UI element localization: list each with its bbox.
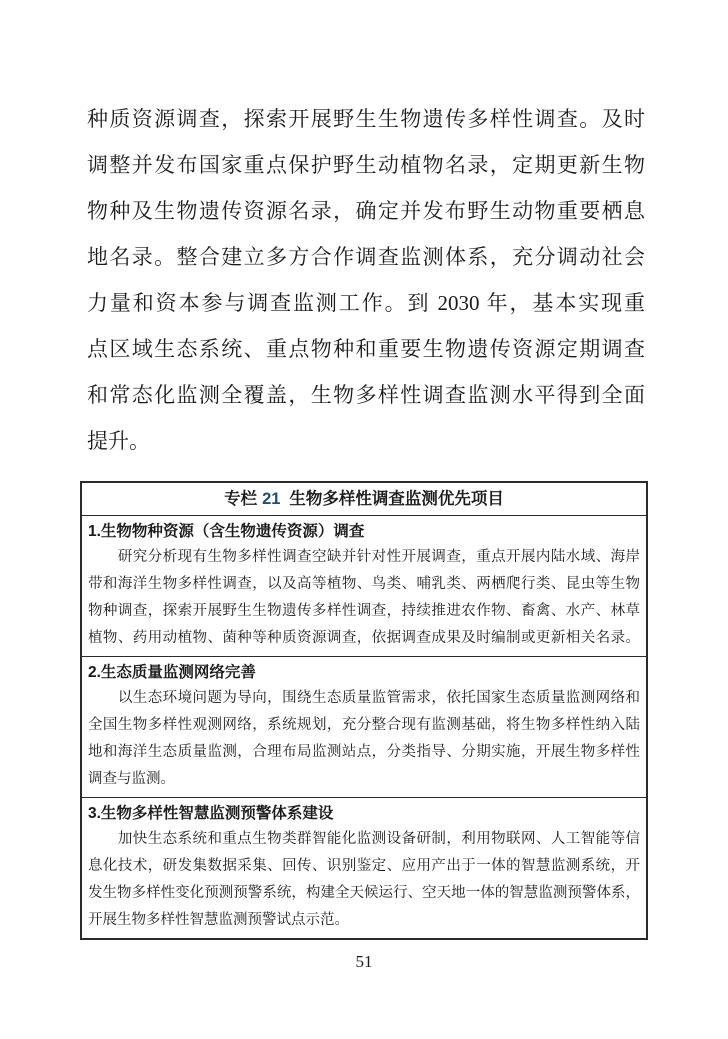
section-line: 带和海洋生物多样性调查，以及高等植物、鸟类、哺乳类、两栖爬行类、昆虫等生物: [88, 576, 640, 592]
body-line: 地名录。整合建立多方合作调查监测体系，充分调动社会: [87, 245, 645, 269]
panel-title: [82, 483, 646, 515]
priority-projects-panel: [80, 481, 648, 940]
panel-section-monitoring-network: [82, 656, 646, 797]
section-line: 发生物多样性变化预测预警系统，构建全天候运行、空天地一体的智慧监测预警体系，: [88, 885, 640, 901]
body-line: 种质资源调查，探索开展野生生物遗传多样性调查。及时: [87, 107, 645, 131]
section-line: 全国生物多样性观测网络，系统规划，充分整合现有监测基础，将生物多样性纳入陆: [88, 717, 640, 733]
panel-title-number: 21: [262, 490, 281, 508]
section-line: 以生态环境问题为导向，围绕生态质量监管需求，依托国家生态质量监测网络和: [88, 690, 640, 706]
panel-section-smart-early-warning: [82, 797, 646, 938]
panel-title-text: 生物多样性调查监测优先项目: [289, 490, 504, 508]
body-line: 物种及生物遗传资源名录，确定并发布野生动物重要栖息: [87, 199, 645, 223]
body-paragraph: [87, 96, 645, 464]
section-line: 调查与监测。: [88, 771, 175, 787]
panel-title-prefix: 专栏: [224, 490, 258, 508]
section-line: 研究分析现有生物多样性调查空缺并针对性开展调查，重点开展内陆水域、海岸: [88, 549, 640, 565]
body-line: 力量和资本参与调查监测工作。到 2030 年，基本实现重: [87, 291, 645, 315]
section-line: 植物、药用动植物、菌种等种质资源调查，依据调查成果及时编制或更新相关名录。: [88, 630, 640, 646]
section-heading: 2.生态质量监测网络完善: [88, 664, 256, 681]
section-line: 加快生态系统和重点生物类群智能化监测设备研制，利用物联网、人工智能等信: [88, 831, 640, 847]
section-heading: 3.生物多样性智慧监测预警体系建设: [88, 805, 334, 822]
body-line: 调整并发布国家重点保护野生动植物名录，定期更新生物: [87, 153, 645, 177]
section-line: 物种调查，探索开展野生生物遗传多样性调查，持续推进农作物、畜禽、水产、林草: [88, 603, 640, 619]
panel-section-species-survey: [82, 515, 646, 656]
section-line: 息化技术，研发集数据采集、回传、识别鉴定、应用产出于一体的智慧监测系统，开: [88, 858, 640, 874]
body-line: 和常态化监测全覆盖，生物多样性调查监测水平得到全面: [87, 383, 645, 407]
section-line: 地和海洋生态质量监测，合理布局监测站点，分类指导、分期实施，开展生物多样性: [88, 744, 640, 760]
body-line: 提升。: [87, 429, 150, 453]
page-number: 51: [355, 952, 373, 971]
section-heading: 1.生物物种资源（含生物遗传资源）调查: [88, 523, 365, 540]
body-line: 点区域生态系统、重点物种和重要生物遗传资源定期调查: [87, 337, 645, 361]
section-line: 开展生物多样性智慧监测预警试点示范。: [88, 912, 349, 928]
